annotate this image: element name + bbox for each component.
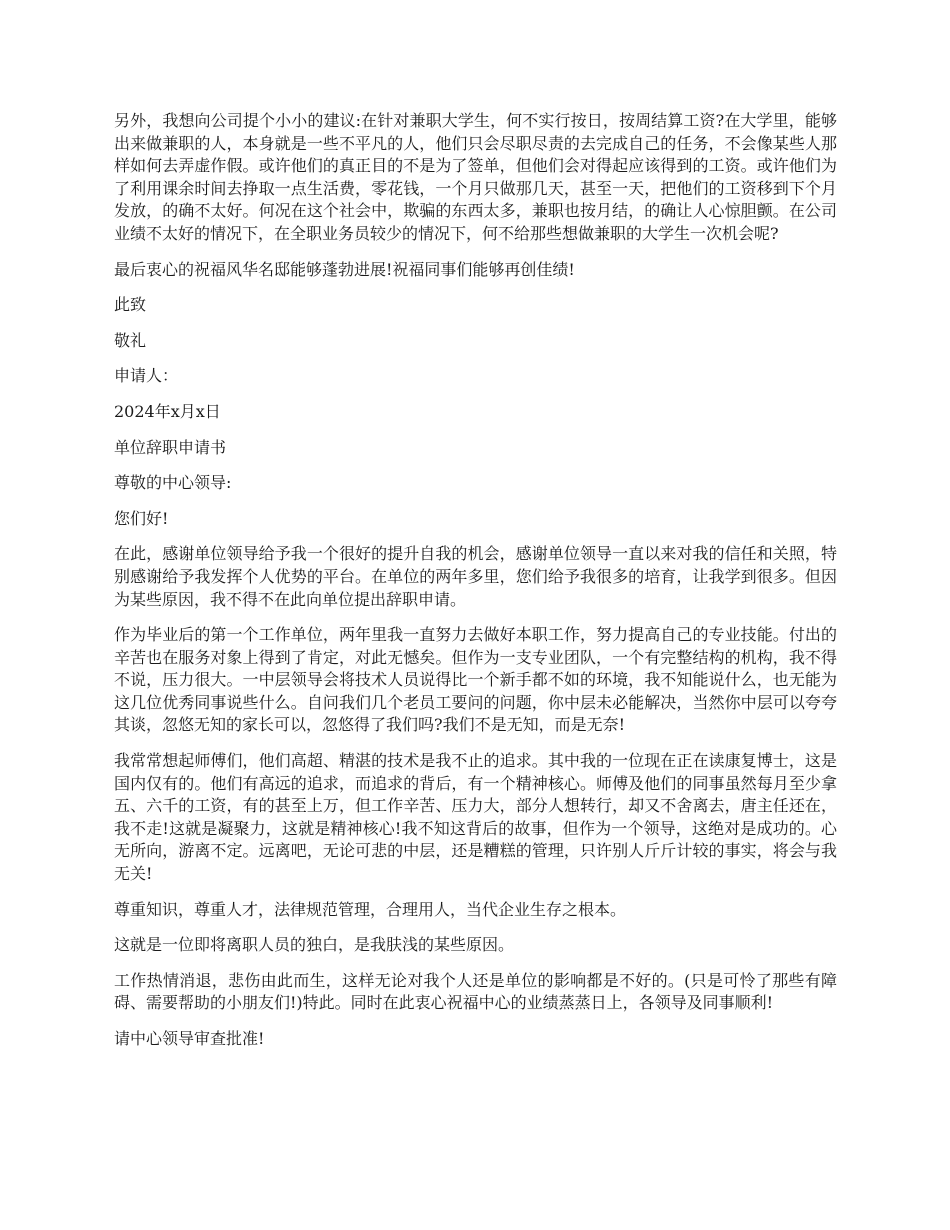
paragraph-thanks: 在此，感谢单位领导给予我一个很好的提升自我的机会，感谢单位领导一直以来对我的信任和关照，特别感谢给予我发挥个人优势的平台。在单位的两年多里，您们给予我很多的培育，让我学到很多。但因为某些原因，我不得不在此向单位提出辞职申请。 [114,544,837,609]
greeting: 您们好! [114,508,169,528]
closing-cizhi: 此致 [114,295,147,315]
salutation: 尊敬的中心领导: [114,473,232,493]
paragraph-work: 作为毕业后的第一个工作单位，两年里我一直努力去做好本职工作，努力提高自己的专业技能。付出的辛苦也在服务对象上得到了肯定，对此无憾矣。但作为一支专业团队，一个有完整结构的机构，我不得不说，压力很大。一中层领导会将技术人员说得比一个新手都不如的环境，我不知能说什么，也无能为这几位优秀同事说些什么。自问我们几个老员工要问的问题，你中层未必能解决，当然你中层可以夸夸其谈，忽悠无知的家长可以，忽悠得了我们吗?我们不是无知，而是无奈! [114,625,837,735]
paragraph-request: 请中心领导审查批准! [114,1029,265,1048]
paragraph-mentors: 我常常想起师傅们，他们高超、精湛的技术是我不止的追求。其中我的一位现在正在读康复博士，这是国内仅有的。他们有高远的追求，而追求的背后，有一个精神核心。师傅及他们的同事虽然每月至少拿五、六千的工资，有的甚至上万，但工作辛苦、压力大，部分人想转行，却又不舍离去，唐主任还在，我不走!这就是凝聚力，这就是精神核心!我不知这背后的故事，但作为一个领导，这绝对是成功的。心无所向，游离不定。远离吧，无论可悲的中层，还是糟糕的管理，只许别人斤斤计较的事实，将会与我无关! [114,751,837,884]
paragraph-blessing: 最后衷心的祝福风华名邸能够蓬勃进展!祝福同事们能够再创佳绩! [114,259,575,279]
date-line: 2024年x月x日 [114,401,221,421]
section-title: 单位辞职申请书 [114,437,227,457]
document-body [114,110,837,1064]
paragraph-respect: 尊重知识，尊重人才，法律规范管理，合理用人，当代企业生存之根本。 [114,899,627,919]
closing-jingli: 敬礼 [114,330,147,350]
paragraph-monologue: 这就是一位即将离职人员的独白，是我肤浅的某些原因。 [114,935,515,955]
paragraph-suggestion: 另外，我想向公司提个小小的建议:在针对兼职大学生，何不实行按日，按周结算工资?在大学里，能够出来做兼职的人，本身就是一些不平凡的人，他们只会尽职尽责的去完成自己的任务，不会像某些人那样如何去弄虚作假。或许他们的真正目的不是为了签单，但他们会对得起应该得到的工资。或许他们为了利用课余时间去挣取一点生活费，零花钱，一个月只做那几天，甚至一天，把他们的工资移到下个月发放，的确不太好。何况在这个社会中，欺骗的东西太多，兼职也按月结，的确让人心惊胆颤。在公司业绩不太好的情况下，在全职业务员较少的情况下，何不给那些想做兼职的大学生一次机会呢? [114,111,837,243]
paragraph-closing: 工作热情消退，悲伤由此而生，这样无论对我个人还是单位的影响都是不好的。(只是可怜了那些有障碍、需要帮助的小朋友们!)特此。同时在此衷心祝福中心的业绩蒸蒸日上，各领导及同事顺利! [114,970,837,1013]
applicant-label: 申请人： [114,366,179,386]
